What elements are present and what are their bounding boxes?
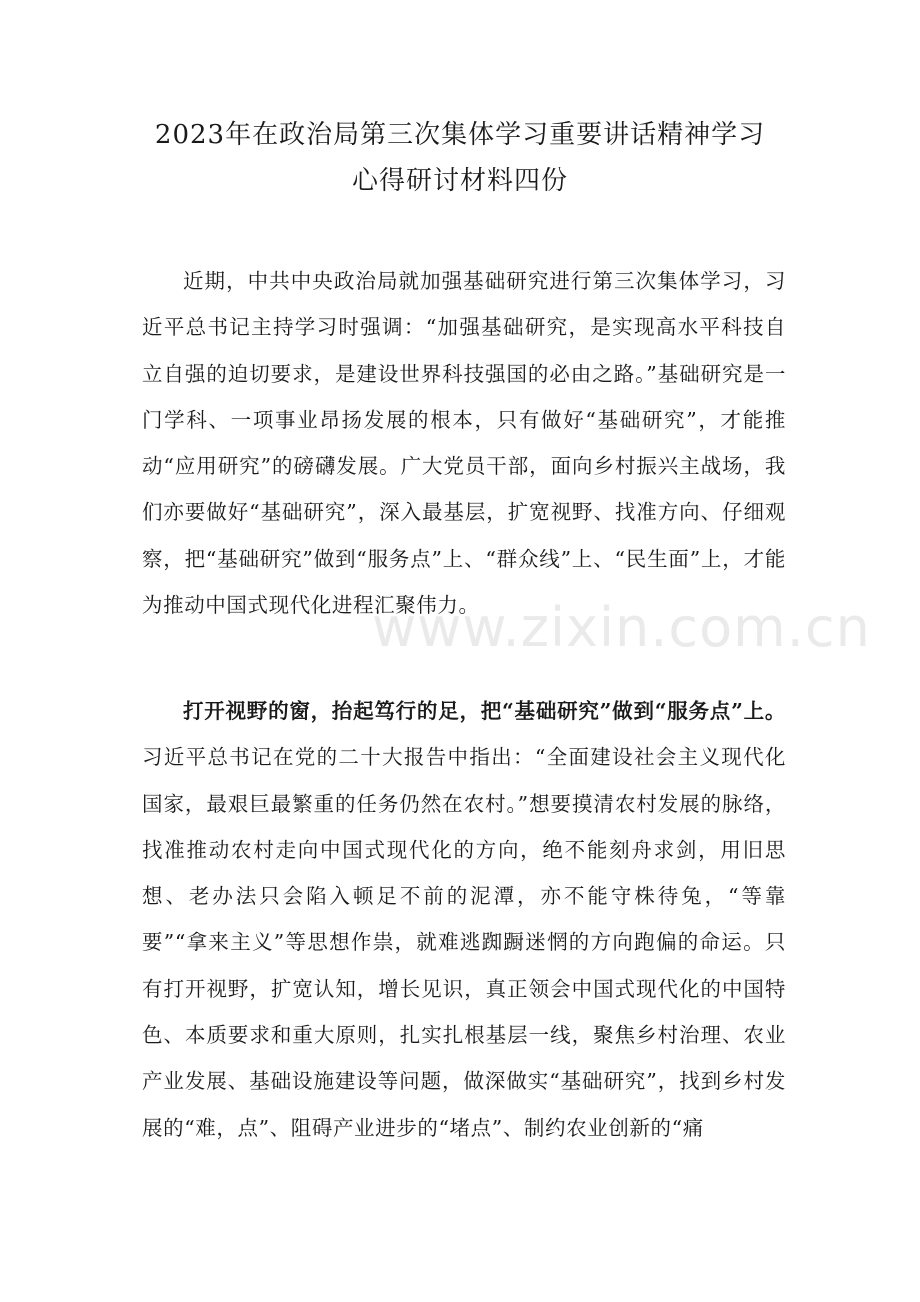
paragraph-1: 近期，中共中央政治局就加强基础研究进行第三次集体学习，习近平总书记主持学习时强调：“加强基础研究，是实现高水平科技自立自强的迫切要求，是建设世界科技强国的必由之路。”基础研究是一门学科、一项事业昂扬发展的根本，只有做好“基础研究”，才能推动“应用研究”的磅礴发展。广大党员干部，面向乡村振兴主战场，我们亦要做好“基础研究”，深入最基层，扩宽视野、找准方向、仔细观察，把“基础研究”做到“服务点”上、“群众线”上、“民生面”上，才能为推动中国式现代化进程汇聚伟力。 (142, 269, 786, 618)
title-line-2: 心得研讨材料四份 (351, 166, 568, 196)
paragraph-2-body: 习近平总书记在党的二十大报告中指出：“全面建设社会主义现代化国家，最艰巨最繁重的任务仍然在农村。”想要摸清农村发展的脉络，找准推动农村走向中国式现代化的方向，绝不能刻舟求剑，用旧思想、老办法只会陷入顿足不前的泥潭，亦不能守株待兔，“等靠要”“拿来主义”等思想作祟，就难逃踟蹰迷惘的方向跑偏的命运。只有打开视野，扩宽认知，增长见识，真正领会中国式现代化的中国特色、本质要求和重大原则，扎实扎根基层一线，聚焦乡村治理、农业产业发展、基础设施建设等问题，做深做实“基础研究”，找到乡村发展的“难，点”、阻碍产业进步的“堵点”、制约农业创新的“痛 (142, 745, 786, 1140)
watermark: www.zixin.com.cn (372, 596, 871, 659)
paragraph-2 (142, 688, 786, 1151)
title-line-1: 2023年在政治局第三次集体学习重要讲话精神学习 (154, 120, 766, 150)
document-title (100, 112, 820, 204)
paragraph-2-lead: 打开视野的窗，抬起笃行的足，把“基础研究”做到“服务点”上。 (183, 699, 786, 723)
